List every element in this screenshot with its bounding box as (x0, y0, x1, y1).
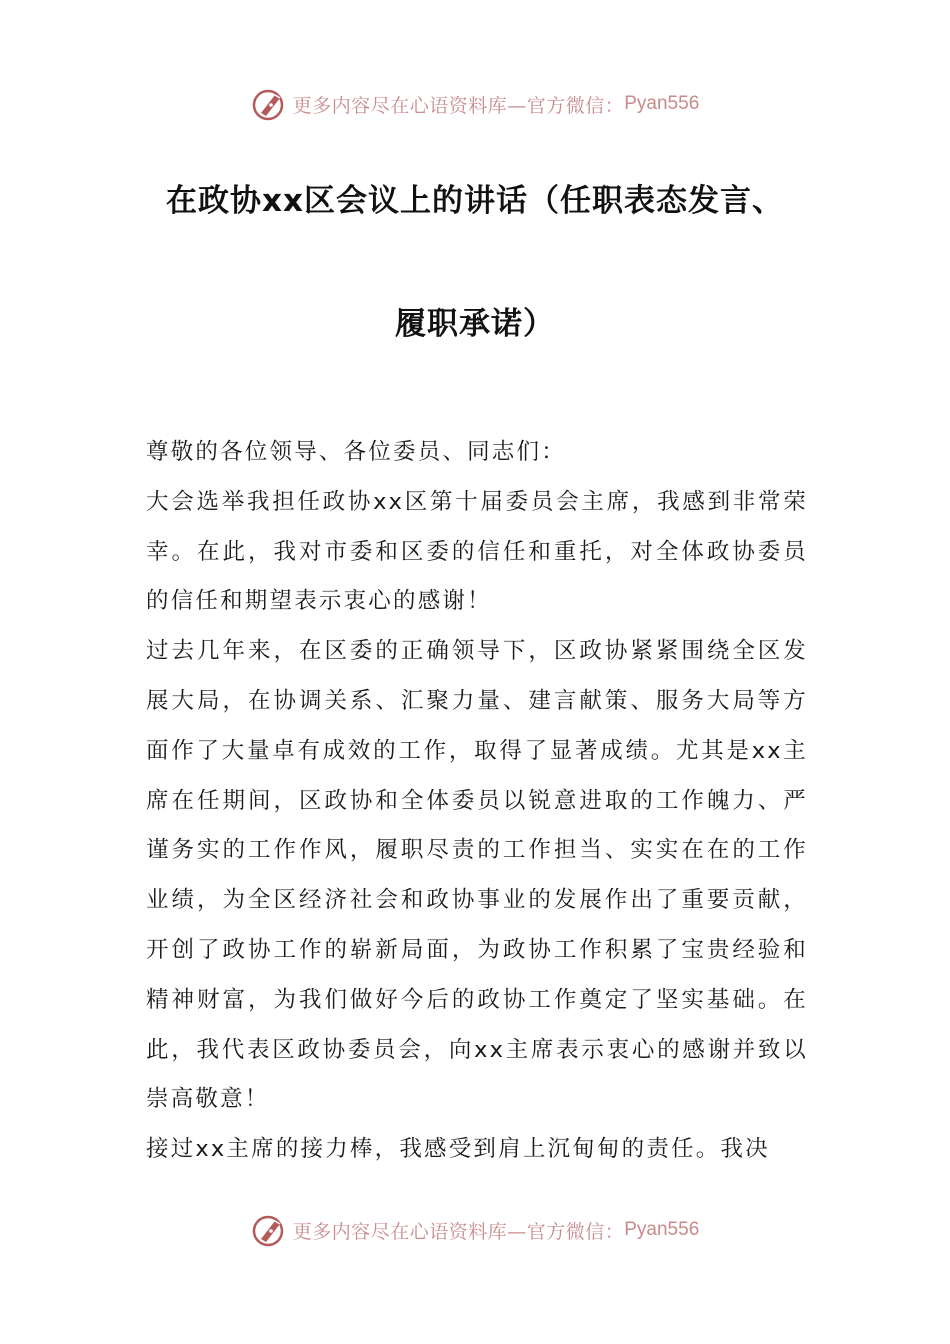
footer-banner (0, 1210, 950, 1250)
body-paragraph: 接过xx主席的接力棒，我感受到肩上沉甸甸的责任。我决 (146, 1136, 770, 1163)
banner-text: 更多内容尽在心语资料库—官方微信： (292, 1220, 625, 1243)
pen-nib-circle-icon (251, 1212, 287, 1248)
banner-wechat-id: Pyan556 (624, 1219, 700, 1240)
salutation-paragraph: 尊敬的各位领导、各位委员、同志们： (146, 439, 566, 465)
banner-wechat-id: Pyan556 (624, 93, 700, 114)
document-body (146, 428, 808, 1175)
pen-nib-circle-icon (251, 86, 287, 122)
page-title-line-1: 在政协xx区会议上的讲话（任职表态发言、 (166, 183, 784, 219)
page-title-line-2: 履职承诺） (395, 306, 555, 342)
banner-text: 更多内容尽在心语资料库—官方微信： (292, 94, 625, 117)
body-paragraph: 大会选举我担任政协xx区第十届委员会主席，我感到非常荣幸。在此，我对市委和区委的信任和重托，对全体政协委员的信任和期望表示衷心的感谢！ (146, 488, 808, 615)
header-banner (0, 84, 950, 124)
body-paragraph: 过去几年来，在区委的正确领导下，区政协紧紧围绕全区发展大局，在协调关系、汇聚力量、建言献策、服务大局等方面作了大量卓有成效的工作，取得了显著成绩。尤其是xx主席在任期间，区政协和全体委员以锐意进取的工作魄力、严谨务实的工作作风，履职尽责的工作担当、实实在在的工作业绩，为全区经济社会和政协事业的发展作出了重要贡献，开创了政协工作的崭新局面，为政协工作积累了宝贵经验和精神财富，为我们做好今后的政协工作奠定了坚实基础。在此，我代表区政协委员会，向xx主席表示衷心的感谢并致以崇高敬意！ (146, 638, 808, 1113)
